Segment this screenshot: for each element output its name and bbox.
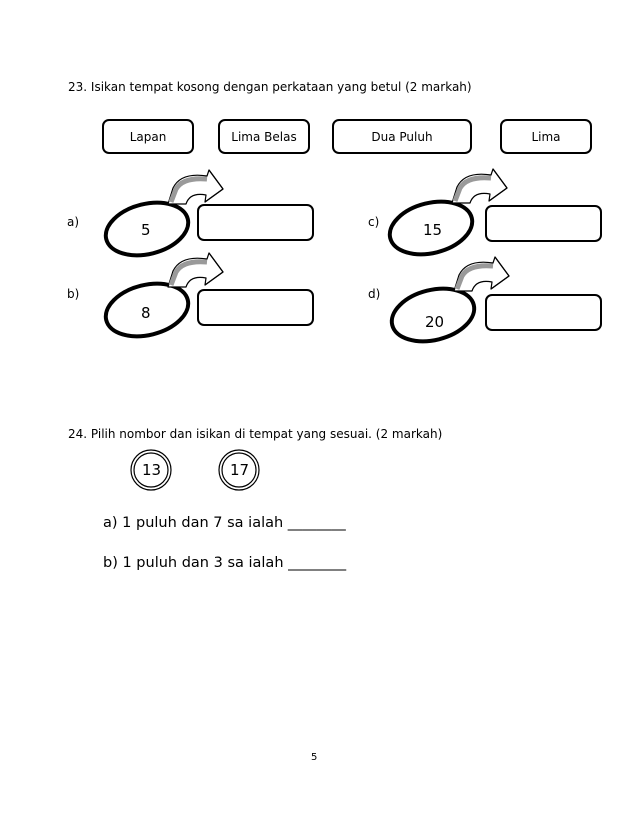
number-a: 5: [141, 221, 151, 239]
item-label-a: a): [67, 215, 80, 229]
question-24-title: 24. Pilih nombor dan isikan di tempat yang sesuai. (2 markah): [68, 427, 443, 441]
arrow-icon: [452, 169, 507, 203]
fill-in-line-b: b) 1 puluh dan 3 sa ialah ________: [103, 555, 347, 571]
item-label-c: c): [368, 215, 380, 229]
choice-number: 17: [230, 461, 250, 479]
arrow-icon: [168, 170, 223, 204]
word-label: Lima Belas: [231, 130, 297, 144]
word-label: Dua Puluh: [371, 130, 433, 144]
fill-in-line-a: a) 1 puluh dan 7 sa ialah ________: [103, 515, 346, 531]
answer-box-d[interactable]: [485, 294, 602, 331]
item-label-d: d): [368, 287, 381, 301]
answer-box-b[interactable]: [197, 289, 314, 326]
arrow-icon: [168, 253, 223, 287]
answer-box-c[interactable]: [485, 205, 602, 242]
arrow-icon: [454, 257, 509, 291]
number-d: 20: [425, 313, 445, 331]
question-23-title: 23. Isikan tempat kosong dengan perkataan yang betul (2 markah): [68, 80, 472, 94]
word-label: Lima: [531, 130, 561, 144]
answer-box-a[interactable]: [197, 204, 314, 241]
page-number: 5: [311, 752, 318, 763]
number-b: 8: [141, 304, 151, 322]
word-label: Lapan: [129, 130, 167, 144]
number-c: 15: [423, 221, 443, 239]
item-label-b: b): [67, 287, 80, 301]
choice-number: 13: [142, 461, 162, 479]
